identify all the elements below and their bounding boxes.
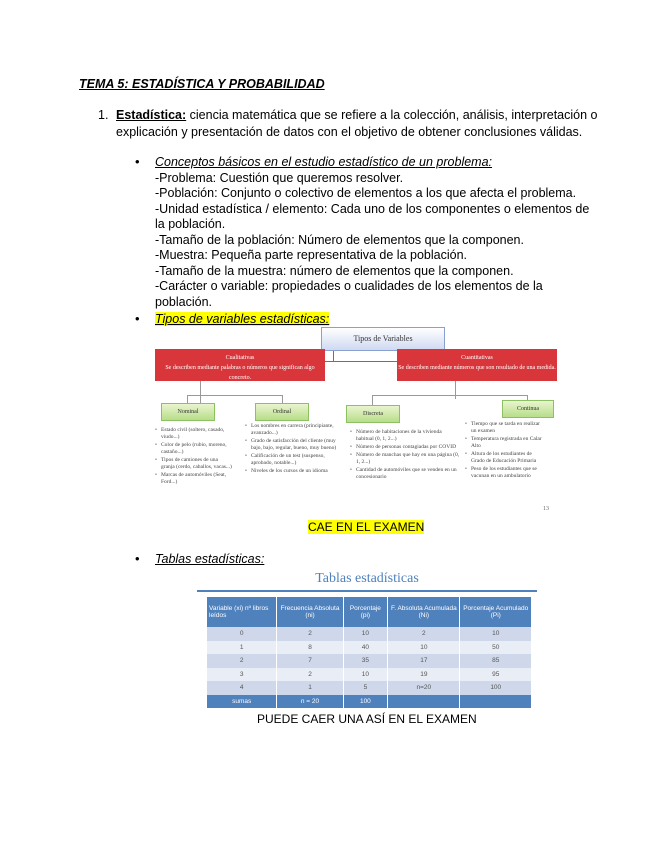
table-row — [207, 641, 532, 655]
table-cell: 5 — [343, 681, 388, 695]
table-footer-row — [207, 695, 532, 709]
diagram-ordinal: Ordinal — [255, 403, 309, 421]
table-header: Porcentaje Acumulado (Pi) — [460, 597, 532, 627]
table-cell: 35 — [343, 654, 388, 668]
tipos-heading: Tipos de variables estadísticas: — [155, 312, 330, 326]
table-cell: n = 20 — [277, 695, 343, 709]
concept-line: -Tamaño de la población: Número de elementos que la componen. — [155, 232, 524, 247]
concept-line: -Carácter o variable: propiedades o cualidades de los elementos de la población. — [155, 279, 543, 309]
slide-page-number: 13 — [543, 506, 549, 512]
table-header: F. Absoluta Acumulada (Ni) — [388, 597, 460, 627]
concept-line: -Población: Conjunto o colectivo de elementos a los que afecta el problema. — [155, 186, 577, 200]
table-row — [207, 681, 532, 695]
table-title: Tablas estadísticas — [315, 571, 419, 586]
diagram-nominal: Nominal — [161, 403, 215, 421]
table-cell: 50 — [460, 641, 532, 655]
list-item: • Número de personas contagiadas por COVID — [350, 444, 460, 451]
list-item: • Número de manchas que hay en una página (0, 1, 2...) — [350, 452, 460, 466]
diagram-continua: Continua — [502, 400, 554, 418]
list-item: • Estado civil (soltero, casado, viudo...) — [155, 427, 233, 441]
diagram-discreta: Discreta — [346, 405, 400, 423]
concepts-block — [155, 155, 595, 310]
cualitativas-title: Cualitativas — [225, 355, 255, 361]
definition-item — [98, 107, 598, 141]
table-cell: 40 — [343, 641, 388, 655]
cuantitativas-title: Cuantitativas — [461, 355, 493, 361]
table-header: Porcentaje (pi) — [343, 597, 388, 627]
list-item: • Grado de satisfacción del cliente (muy bajo, bajo, regular, bueno, muy bueno) — [245, 438, 345, 452]
definition-body: ciencia matemática que se refiere a la colección, análisis, interpretación o explicación y presentación de datos con el objetivo de obtener conclusiones válidas. — [116, 108, 598, 139]
list-item: • Niveles de los cursos de un idioma — [245, 468, 345, 475]
cuantitativas-desc: Se describen mediante números que son resultado de una medida. — [398, 365, 556, 371]
list-item: • Cantidad de automóviles que se venden en un concesionario — [350, 467, 460, 481]
table-cell: 10 — [343, 627, 388, 641]
table-row — [207, 668, 532, 682]
table-cell: 95 — [460, 668, 532, 682]
table-row — [207, 627, 532, 641]
table-cell: 8 — [277, 641, 343, 655]
tablas-heading: Tablas estadísticas: — [155, 552, 265, 566]
table-cell: 2 — [277, 668, 343, 682]
list-item: • Altura de los estudiantes de Grado de Educación Primaria — [465, 451, 545, 465]
list-item: • Peso de los estudiantes que se vacunan en un ambulatorio — [465, 466, 545, 480]
exam-caption-table: PUEDE CAER UNA ASÍ EN EL EXAMEN — [257, 712, 477, 726]
continua-list — [465, 421, 545, 481]
statistics-table — [207, 597, 532, 708]
table-cell: 19 — [388, 668, 460, 682]
diagram-root: Tipos de Variables — [321, 327, 445, 351]
diagram-cualitativas — [155, 349, 325, 381]
table-cell: n=20 — [388, 681, 460, 695]
table-rule — [197, 590, 537, 592]
table-cell: 3 — [207, 668, 277, 682]
list-item: • Temperatura registrada en Calar Alto — [465, 436, 545, 450]
exam-caption: CAE EN EL EXAMEN — [308, 520, 425, 534]
list-item: • Color de pelo (rubio, moreno, castaño...) — [155, 442, 233, 456]
table-cell: sumas — [207, 695, 277, 709]
diagram-cuantitativas — [397, 349, 557, 381]
table-cell: 100 — [343, 695, 388, 709]
table-cell — [388, 695, 460, 709]
list-item: • Calificación de un test (suspenso, aprobado, notable...) — [245, 453, 345, 467]
table-cell: 2 — [277, 627, 343, 641]
definition-text — [116, 107, 598, 141]
concepts-heading: Conceptos básicos en el estudio estadístico de un problema: — [155, 155, 493, 169]
concept-line: -Muestra: Pequeña parte representativa de la población. — [155, 248, 467, 262]
ordinal-list — [245, 423, 345, 476]
list-item: • Tiempo que se tarda en realizar un examen — [465, 421, 545, 435]
page-title: TEMA 5: ESTADÍSTICA Y PROBABILIDAD — [79, 77, 325, 91]
table-cell — [460, 695, 532, 709]
table-cell: 10 — [460, 627, 532, 641]
item-number: 1. — [98, 108, 109, 122]
table-cell: 10 — [388, 641, 460, 655]
table-header: Variable (xi) nº libros leídos — [207, 597, 277, 627]
table-cell: 2 — [388, 627, 460, 641]
definition-term: Estadística: — [116, 108, 187, 122]
list-item: • Marcas de automóviles (Seat, Ford...) — [155, 472, 233, 486]
concept-line: -Unidad estadística / elemento: Cada uno de los componentes o elementos de la población. — [155, 201, 590, 231]
table-cell: 2 — [207, 654, 277, 668]
table-cell: 85 — [460, 654, 532, 668]
nominal-list — [155, 427, 233, 487]
discreta-list — [350, 429, 460, 482]
list-item: • Número de habitaciones de la vivienda habitual (0, 1, 2...) — [350, 429, 460, 443]
table-row — [207, 654, 532, 668]
table-cell: 100 — [460, 681, 532, 695]
table-cell: 10 — [343, 668, 388, 682]
list-item: • Tipos de camiones de una granja (cerdo, caballos, vacas...) — [155, 457, 233, 471]
table-cell: 1 — [207, 641, 277, 655]
table-cell: 4 — [207, 681, 277, 695]
table-header: Frecuencia Absoluta (ni) — [277, 597, 343, 627]
variables-diagram — [155, 325, 556, 520]
cualitativas-desc: Se describen mediante palabras o números que significan algo concreto. — [165, 365, 315, 381]
table-cell: 7 — [277, 654, 343, 668]
table-cell: 17 — [388, 654, 460, 668]
list-item: • Los nombres en carrera (principiante, avanzado...) — [245, 423, 345, 437]
concept-line: -Problema: Cuestión que queremos resolver. — [155, 170, 404, 185]
concept-line: -Tamaño de la muestra: número de elementos que la componen. — [155, 263, 514, 278]
table-cell: 0 — [207, 627, 277, 641]
table-cell: 1 — [277, 681, 343, 695]
